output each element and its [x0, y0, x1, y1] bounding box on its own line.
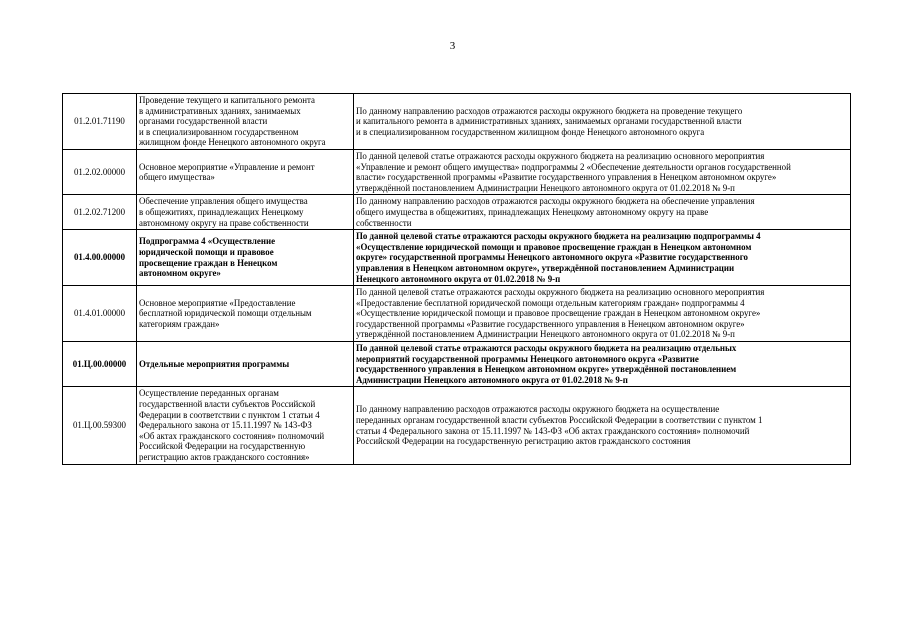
- target-article-code: 01.Ц.00.00000: [63, 342, 137, 387]
- target-article-name: Основное мероприятие «Предоставление бесплатной юридической помощи отдельным категориям граждан»: [137, 286, 354, 342]
- target-article-code: 01.2.02.71200: [63, 195, 137, 230]
- table-row: [63, 286, 851, 342]
- target-article-code: 01.4.01.00000: [63, 286, 137, 342]
- budget-classification-table: [62, 93, 851, 465]
- target-article-code: 01.2.02.00000: [63, 149, 137, 194]
- target-article-name: Подпрограмма 4 «Осуществление юридической помощи и правовое просвещение граждан в Ненецком автономном округе»: [137, 230, 354, 286]
- target-article-code: 01.Ц.00.59300: [63, 387, 137, 464]
- target-article-code: 01.4.00.00000: [63, 230, 137, 286]
- target-article-description: По данной целевой статье отражаются расходы окружного бюджета на реализацию подпрограммы 4 «Осуществление юридической помощи и правовое просвещение граждан в Ненецком автономном округе» государственной программы Ненецкого автономного округа «Развитие государственного управления в Ненецком автономном округе», утверждённой постановлением Администрации Ненецкого автономного округа от 01.02.2018 № 9-п: [354, 230, 851, 286]
- table-row: [63, 387, 851, 464]
- target-article-code: 01.2.01.71190: [63, 94, 137, 150]
- target-article-name: Проведение текущего и капитального ремонта в административных зданиях, занимаемых органами государственной власти и в специализированном государственном жилищном фонде Ненецкого автономного округа: [137, 94, 354, 150]
- target-article-name: Осуществление переданных органам государственной власти субъектов Российской Федерации в соответствии с пунктом 1 статьи 4 Федерального закона от 15.11.1997 № 143-ФЗ «Об актах гражданского состояния» полномочий Российской Федерации на государственную регистрацию актов гражданского состояния»: [137, 387, 354, 464]
- table-row: [63, 230, 851, 286]
- table-row: [63, 342, 851, 387]
- target-article-name: Отдельные мероприятия программы: [137, 342, 354, 387]
- target-article-description: По данной целевой статье отражаются расходы окружного бюджета на реализацию отдельных мероприятий государственной программы Ненецкого автономного округа «Развитие государственного управления в Ненецком автономном округе» утверждённой постановлением Администрации Ненецкого автономного округа от 01.02.2018 № 9-п: [354, 342, 851, 387]
- page-number: 3: [449, 40, 456, 52]
- table-row: [63, 195, 851, 230]
- target-article-name: Основное мероприятие «Управление и ремонт общего имущества»: [137, 149, 354, 194]
- target-article-description: По данной целевой статье отражаются расходы окружного бюджета на реализацию основного мероприятия «Предоставление бесплатной юридической помощи отдельным категориям граждан» подпрограммы 4 «Осуществление юридической помощи и правовое просвещение граждан в Ненецком автономном округе» государственной программы «Развитие государственного управления в Ненецком автономном округе» утверждённой постановлением Администрации Ненецкого автономного округа от 01.02.2018 № 9-п: [354, 286, 851, 342]
- table-row: [63, 94, 851, 150]
- target-article-description: По данному направлению расходов отражаются расходы окружного бюджета на осуществление переданных органам государственной власти субъектов Российской Федерации в соответствии с пунктом 1 статьи 4 Федерального закона от 15.11.1997 № 143-ФЗ «Об актах гражданского состояния» полномочий Российской Федерации на государственную регистрацию актов гражданского состояния: [354, 387, 851, 464]
- target-article-description: По данному направлению расходов отражаются расходы окружного бюджета на проведение текущего и капитального ремонта в административных зданиях, занимаемых органами государственной власти и в специализированном государственном жилищном фонде Ненецкого автономного округа: [354, 94, 851, 150]
- target-article-description: По данной целевой статье отражаются расходы окружного бюджета на реализацию основного мероприятия «Управление и ремонт общего имущества» подпрограммы 2 «Обеспечение деятельности органов государственной власти» государственной программы «Развитие государственного управления в Ненецком автономном округе» утверждённой постановлением Администрации Ненецкого автономного округа от 01.02.2018 № 9-п: [354, 149, 851, 194]
- target-article-name: Обеспечение управления общего имущества в общежитиях, принадлежащих Ненецкому автономному округу на праве собственности: [137, 195, 354, 230]
- table-row: [63, 149, 851, 194]
- target-article-description: По данному направлению расходов отражаются расходы окружного бюджета на обеспечение управления общего имущества в общежитиях, принадлежащих Ненецкому автономному округу на праве собственности: [354, 195, 851, 230]
